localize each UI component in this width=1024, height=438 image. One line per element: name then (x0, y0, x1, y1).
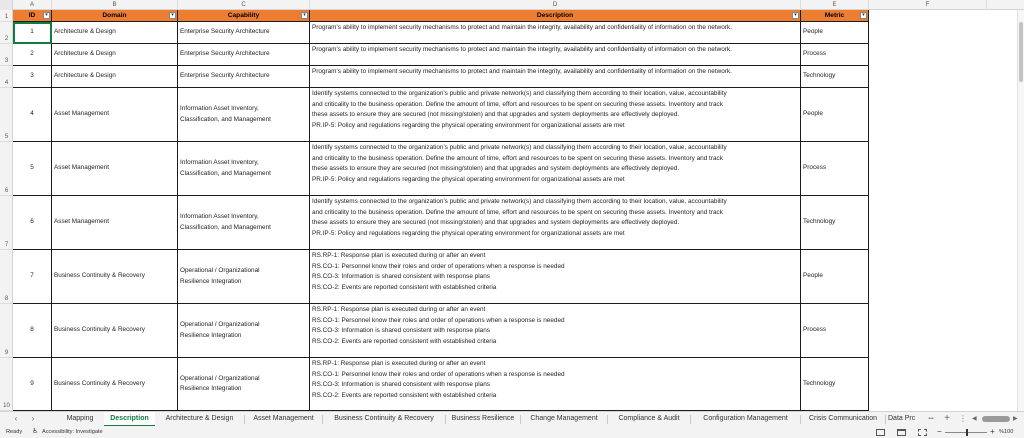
row-header[interactable]: 2 (0, 22, 13, 44)
cell-id[interactable]: 6 (13, 196, 52, 250)
tab-separator (244, 415, 245, 424)
sheet-tab-compliance-audit[interactable]: Compliance & Audit (618, 415, 680, 422)
filter-dropdown-icon[interactable]: ▾ (792, 12, 799, 19)
cell-id[interactable]: 8 (13, 304, 52, 358)
cell-metric[interactable]: Technology (801, 66, 869, 88)
cell-id[interactable]: 2 (13, 44, 52, 66)
tab-separator (885, 415, 886, 424)
cell-capability[interactable]: Enterprise Security Architecture (178, 44, 310, 66)
tab-separator (607, 415, 608, 424)
sheet-tab-mapping[interactable]: Mapping (66, 415, 94, 422)
cell-domain[interactable]: Asset Management (52, 88, 178, 142)
cell-capability[interactable]: Information Asset Inventory, Classification, and Management (178, 88, 310, 142)
sheet-tab-bar (0, 411, 1024, 426)
column-header-e[interactable]: E (801, 0, 869, 10)
sheet-tab-business-resilience[interactable]: Business Resilience (451, 415, 515, 422)
next-sheet-icon[interactable]: › (31, 414, 35, 423)
sheet-menu-icon[interactable]: ⋮ (959, 414, 967, 423)
cell-capability[interactable]: Information Asset Inventory, Classification, and Management (178, 142, 310, 196)
row-header[interactable]: 5 (0, 88, 13, 142)
column-header-c[interactable]: C (178, 0, 310, 10)
cell-domain[interactable]: Business Continuity & Recovery (52, 250, 178, 304)
cell-domain[interactable]: Asset Management (52, 142, 178, 196)
header-capability[interactable]: Capability ▾ (178, 10, 310, 22)
cell-id[interactable]: 1 (13, 22, 52, 44)
column-header-a[interactable]: A (13, 0, 52, 10)
column-header-d[interactable]: D (310, 0, 801, 10)
cell-description[interactable]: Program's ability to implement security mechanisms to protect and maintain the integrity, availability and confidentiality of information on the network. (310, 66, 801, 88)
horizontal-scroll-thumb[interactable] (982, 416, 1010, 422)
more-sheets-icon[interactable]: ••• (928, 416, 934, 422)
cell-capability[interactable]: Operational / Organizational Resilience Integration (178, 304, 310, 358)
cell-metric[interactable]: Process (801, 304, 869, 358)
cell-description[interactable]: Identify systems connected to the organization's public and private network(s) and classifying them according to their location, value, accountability and criticality to the business operation. Define the amount of time, effort and resources to be spent on securing these assets. Inventory and track these assets to ensure they are secured (not missing/stolen) and that upgrades and system deployments are effectively deployed. PR.IP-5: Policy and regulations regarding the physical operating environment for organizational assets are met (310, 88, 801, 142)
cell-metric[interactable]: Technology (801, 358, 869, 411)
tab-separator (322, 415, 323, 424)
column-header-bar (0, 0, 1024, 10)
cell-metric[interactable]: People (801, 250, 869, 304)
filter-dropdown-icon[interactable]: ▾ (43, 12, 50, 19)
sheet-tab-description[interactable]: Description (104, 412, 155, 427)
scroll-right-icon[interactable]: ▶ (1013, 416, 1018, 422)
cell-domain[interactable]: Architecture & Design (52, 22, 178, 44)
cell-metric[interactable]: People (801, 22, 869, 44)
row-header[interactable]: 1 (0, 10, 13, 22)
filter-dropdown-icon[interactable]: ▾ (301, 12, 308, 19)
tab-separator (520, 415, 521, 424)
cell-domain[interactable]: Asset Management (52, 196, 178, 250)
cell-metric[interactable]: Technology (801, 196, 869, 250)
row-header[interactable]: 3 (0, 44, 13, 66)
cell-domain[interactable]: Architecture & Design (52, 66, 178, 88)
cell-metric[interactable]: Process (801, 142, 869, 196)
page-break-view-icon[interactable] (918, 429, 927, 436)
cell-capability[interactable]: Operational / Organizational Resilience Integration (178, 358, 310, 411)
zoom-level[interactable]: %100 (999, 429, 1014, 435)
sheet-tab-business-continuity[interactable]: Business Continuity & Recovery (334, 415, 434, 422)
sheet-tab-crisis-communication[interactable]: Crisis Communication (808, 415, 878, 422)
row-header[interactable]: 7 (0, 196, 13, 250)
horizontal-scrollbar[interactable] (972, 415, 1022, 423)
vertical-scroll-thumb[interactable] (1019, 22, 1023, 82)
cell-id[interactable]: 4 (13, 88, 52, 142)
prev-sheet-icon[interactable]: ‹ (14, 414, 18, 423)
row-header[interactable]: 4 (0, 66, 13, 88)
filter-dropdown-icon[interactable]: ▾ (860, 12, 867, 19)
filter-dropdown-icon[interactable]: ▾ (169, 12, 176, 19)
row-header[interactable]: 10 (0, 358, 13, 411)
cell-domain[interactable]: Business Continuity & Recovery (52, 304, 178, 358)
cell-description[interactable]: RS.RP-1: Response plan is executed during or after an event RS.CO-1: Personnel know their roles and order of operations when a response is needed RS.CO-3: Information is shared consistent with response plans RS.CO-2: Events are reported consistent with established criteria (310, 358, 801, 411)
cell-description[interactable]: Identify systems connected to the organization's public and private network(s) and classifying them according to their location, value, accountability and criticality to the business operation. Define the amount of time, effort and resources to be spent on securing these assets. Inventory and track these assets to ensure they are secured (not missing/stolen) and that upgrades and system deployments are effectively deployed. PR.IP-5: Policy and regulations regarding the physical operating environment for organizational assets are met (310, 142, 801, 196)
cell-domain[interactable]: Business Continuity & Recovery (52, 358, 178, 411)
row-header[interactable]: 6 (0, 142, 13, 196)
column-header-f[interactable]: F (869, 0, 987, 10)
cell-capability[interactable]: Enterprise Security Architecture (178, 66, 310, 88)
accessibility-status[interactable]: Accessibility: Investigate (42, 429, 103, 435)
header-domain[interactable]: Domain ▾ (52, 10, 178, 22)
sheet-tab-change-management[interactable]: Change Management (530, 415, 598, 422)
cell-capability[interactable]: Operational / Organizational Resilience Integration (178, 250, 310, 304)
cell-description[interactable]: RS.RP-1: Response plan is executed during or after an event RS.CO-1: Personnel know their roles and order of operations when a response is needed RS.CO-3: Information is shared consistent with response plans RS.CO-2: Events are reported consistent with established criteria (310, 250, 801, 304)
scroll-left-icon[interactable]: ◀ (972, 416, 977, 422)
header-id[interactable]: ID ▾ (13, 10, 52, 22)
zoom-slider-handle[interactable] (966, 429, 968, 436)
cell-domain[interactable]: Architecture & Design (52, 44, 178, 66)
sheet-tab-configuration-management[interactable]: Configuration Management (703, 415, 788, 422)
row-header[interactable]: 8 (0, 250, 13, 304)
header-metric[interactable]: Metric ▾ (801, 10, 869, 22)
sheet-tab-architecture-design[interactable]: Architecture & Design (165, 415, 234, 422)
select-all-corner[interactable] (0, 0, 13, 10)
tab-separator (690, 415, 691, 424)
cell-description[interactable]: RS.RP-1: Response plan is executed during or after an event RS.CO-1: Personnel know their roles and order of operations when a response is needed RS.CO-3: Information is shared consistent with response plans RS.CO-2: Events are reported consistent with established criteria (310, 304, 801, 358)
zoom-in-icon[interactable]: + (990, 427, 995, 436)
header-description[interactable]: Description ▾ (310, 10, 801, 22)
page-layout-view-icon[interactable] (897, 429, 906, 436)
cell-description[interactable]: Identify systems connected to the organization's public and private network(s) and classifying them according to their location, value, accountability and criticality to the business operation. Define the amount of time, effort and resources to be spent on securing these assets. Inventory and track these assets to ensure they are secured (not missing/stolen) and that upgrades and system deployments are effectively deployed. PR.IP-5: Policy and regulations regarding the physical operating environment for organizational assets are met (310, 196, 801, 250)
cell-metric[interactable]: Process (801, 44, 869, 66)
status-bar (0, 426, 1024, 438)
vertical-scrollbar[interactable] (1017, 10, 1024, 411)
column-header-b[interactable]: B (52, 0, 178, 10)
normal-view-icon[interactable] (876, 429, 885, 436)
accessibility-icon[interactable]: ♿ (32, 428, 39, 435)
tab-separator (445, 415, 446, 424)
cell-id[interactable]: 3 (13, 66, 52, 88)
cell-description[interactable]: Program's ability to implement security mechanisms to protect and maintain the integrity, availability and confidentiality of information on the network. (310, 44, 801, 66)
cell-id[interactable]: 9 (13, 358, 52, 411)
ready-status: Ready (6, 429, 23, 435)
cell-description[interactable]: Program's ability to implement security mechanisms to protect and maintain the integrity, availability and confidentiality of information on the network. (310, 22, 801, 44)
cell-metric[interactable]: People (801, 88, 869, 142)
add-sheet-icon[interactable]: + (944, 413, 950, 424)
cell-capability[interactable]: Information Asset Inventory, Classification, and Management (178, 196, 310, 250)
cell-capability[interactable]: Enterprise Security Architecture (178, 22, 310, 44)
cell-id[interactable]: 5 (13, 142, 52, 196)
cell-id[interactable]: 7 (13, 250, 52, 304)
sheet-tab-asset-management[interactable]: Asset Management (253, 415, 314, 422)
zoom-out-icon[interactable]: − (937, 427, 942, 436)
sheet-tab-data-protection[interactable]: Data Prc (888, 415, 916, 422)
row-header[interactable]: 9 (0, 304, 13, 358)
tab-separator (800, 415, 801, 424)
